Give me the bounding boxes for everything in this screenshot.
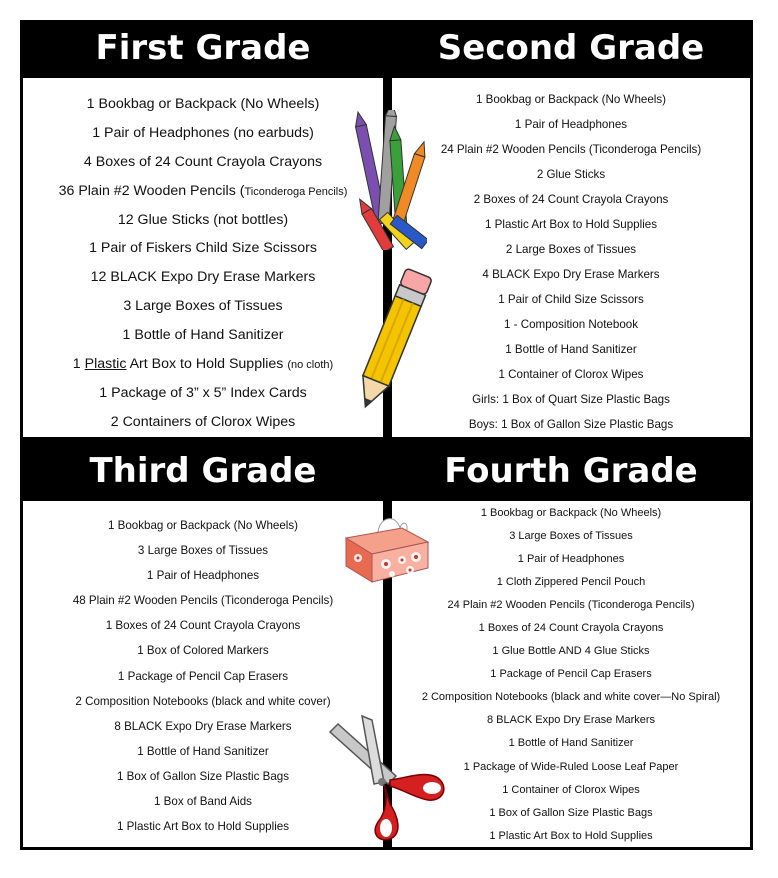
fourth-grade-list <box>392 501 750 847</box>
second-grade-title: Second Grade <box>389 20 753 75</box>
list-item: 8 BLACK Expo Dry Erase Markers <box>114 719 292 733</box>
list-item: Girls: 1 Box of Quart Size Plastic Bags <box>472 393 670 406</box>
first-grade-list <box>23 78 383 437</box>
list-item: 1 Plastic Art Box to Hold Supplies <box>489 829 653 842</box>
item-text: 1 <box>72 356 85 373</box>
list-item <box>23 350 383 379</box>
list-item: 3 Large Boxes of Tissues <box>123 298 283 315</box>
list-item: 24 Plain #2 Wooden Pencils (Ticonderoga Pencils) <box>440 143 702 156</box>
list-item: 4 Boxes of 24 Count Crayola Crayons <box>83 153 323 170</box>
list-item: 1 Pair of Headphones (no earbuds) <box>92 124 314 141</box>
list-item: 1 Pair of Fiskers Child Size Scissors <box>89 240 317 257</box>
list-item: 2 Boxes of 24 Count Crayola Crayons <box>473 193 669 206</box>
first-grade-section <box>20 20 386 440</box>
list-item: 3 Large Boxes of Tissues <box>509 530 633 543</box>
list-item: 1 Container of Clorox Wipes <box>502 783 640 796</box>
list-item: 2 Large Boxes of Tissues <box>505 243 637 256</box>
list-item: 3 Large Boxes of Tissues <box>137 544 269 558</box>
list-item: 48 Plain #2 Wooden Pencils (Ticonderoga Pencils) <box>72 594 334 608</box>
item-note: Ticonderoga Pencils) <box>244 185 348 198</box>
list-item: 4 BLACK Expo Dry Erase Markers <box>482 268 660 281</box>
list-item: 2 Glue Sticks <box>536 168 606 181</box>
fourth-grade-section <box>389 443 753 850</box>
item-text-underlined: Plastic <box>84 356 127 373</box>
list-item: 1 Container of Clorox Wipes <box>498 368 644 381</box>
list-item: 1 Pair of Headphones <box>517 553 625 566</box>
list-item: 1 Bottle of Hand Sanitizer <box>137 744 269 758</box>
list-item: 1 Bookbag or Backpack (No Wheels) <box>107 519 299 532</box>
list-item: 1 Bottle of Hand Sanitizer <box>508 737 634 750</box>
list-item: 1 Boxes of 24 Count Crayola Crayons <box>105 619 301 633</box>
list-item: 12 BLACK Expo Dry Erase Markers <box>90 269 316 286</box>
list-item: 1 Package of 3” x 5” Index Cards <box>99 384 307 401</box>
fourth-grade-panel <box>392 501 750 847</box>
third-grade-panel <box>23 501 383 847</box>
list-item: 1 Bottle of Hand Sanitizer <box>505 343 637 356</box>
list-item: 2 Composition Notebooks (black and white cover—No Spiral) <box>421 691 721 704</box>
list-item: 1 Box of Gallon Size Plastic Bags <box>116 769 290 783</box>
first-grade-title: First Grade <box>20 20 386 75</box>
second-grade-panel <box>392 78 750 437</box>
list-item: Boys: 1 Box of Gallon Size Plastic Bags <box>468 418 674 431</box>
list-item: 1 Package of Pencil Cap Erasers <box>490 668 652 681</box>
fourth-grade-title: Fourth Grade <box>389 443 753 498</box>
list-item: 1 Package of Pencil Cap Erasers <box>117 669 289 683</box>
list-item: 1 Box of Band Aids <box>154 795 252 809</box>
list-item: 1 Pair of Headphones <box>514 118 628 131</box>
supply-list-grid <box>20 20 753 850</box>
list-item: 8 BLACK Expo Dry Erase Markers <box>486 714 656 727</box>
list-item: 1 Box of Gallon Size Plastic Bags <box>489 806 653 819</box>
third-grade-section <box>20 443 386 850</box>
list-item: 1 Pair of Headphones <box>146 569 260 583</box>
list-item: 1 Bookbag or Backpack (No Wheels) <box>475 93 667 106</box>
item-text: 36 Plain #2 Wooden Pencils ( <box>58 182 245 199</box>
list-item <box>23 177 383 206</box>
list-item: 12 Glue Sticks (not bottles) <box>117 211 289 228</box>
third-grade-title: Third Grade <box>20 443 386 498</box>
list-item: 1 Glue Bottle AND 4 Glue Sticks <box>492 645 650 658</box>
list-item: 1 Cloth Zippered Pencil Pouch <box>496 576 646 589</box>
item-note: (no cloth) <box>287 359 334 372</box>
list-item: 24 Plain #2 Wooden Pencils (Ticonderoga Pencils) <box>447 599 695 612</box>
list-item: 1 Plastic Art Box to Hold Supplies <box>484 218 658 231</box>
item-text: Art Box to Hold Supplies <box>126 356 288 373</box>
list-item: 1 Boxes of 24 Count Crayola Crayons <box>478 622 664 635</box>
list-item: 1 Bookbag or Backpack (No Wheels) <box>86 96 320 112</box>
list-item: 2 Containers of Clorox Wipes <box>110 413 296 430</box>
list-item: 1 Box of Colored Markers <box>137 644 269 658</box>
second-grade-section <box>389 20 753 440</box>
list-item: 1 - Composition Notebook <box>503 318 639 331</box>
list-item: 1 Package of Wide-Ruled Loose Leaf Paper <box>463 760 679 773</box>
list-item: 1 Bottle of Hand Sanitizer <box>122 327 284 344</box>
third-grade-list <box>23 501 383 839</box>
list-item: 2 Composition Notebooks (black and white cover) <box>75 694 331 708</box>
first-grade-panel <box>23 78 383 437</box>
second-grade-list <box>392 78 750 437</box>
list-item: 1 Plastic Art Box to Hold Supplies <box>116 820 290 834</box>
list-item: 1 Bookbag or Backpack (No Wheels) <box>480 507 662 519</box>
list-item: 1 Pair of Child Size Scissors <box>498 293 644 306</box>
